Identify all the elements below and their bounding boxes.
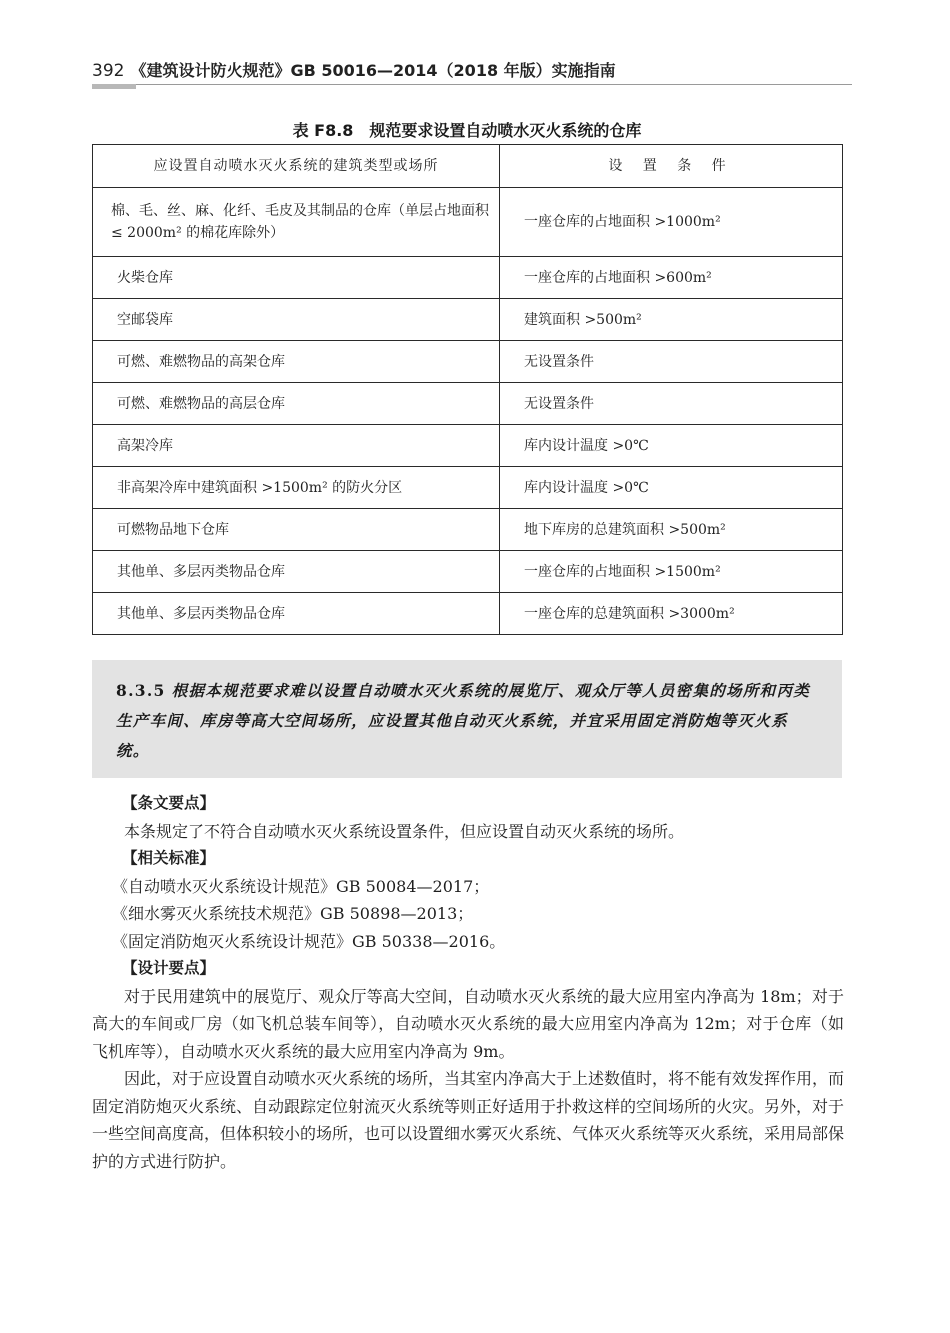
- building-type-cell: 高架冷库: [93, 425, 500, 467]
- table-row: [93, 425, 843, 467]
- condition-cell: 一座仓库的占地面积 >1000m²: [500, 188, 843, 257]
- clause-number: 8.3.5: [116, 681, 166, 700]
- key-points-text: 本条规定了不符合自动喷水灭火系统设置条件，但应设置自动灭火系统的场所。: [124, 821, 685, 841]
- building-type-cell: 空邮袋库: [93, 299, 500, 341]
- clause-box: [92, 660, 842, 778]
- table-row: [93, 257, 843, 299]
- condition-cell: 库内设计温度 >0℃: [500, 425, 843, 467]
- column-header-building-type: 应设置自动喷水灭火系统的建筑类型或场所: [93, 145, 500, 188]
- column-header-condition: 设 置 条 件: [500, 145, 843, 188]
- clause-text: 根据本规范要求难以设置自动喷水灭火系统的展览厅、观众厅等人员密集的场所和丙类生产车间、库房等高大空间场所，应设置其他自动灭火系统，并宜采用固定消防炮等灭火系统。: [116, 681, 811, 760]
- standard-reference: 《细水雾灭火系统技术规范》GB 50898—2013；: [112, 904, 474, 923]
- table-row: [93, 509, 843, 551]
- page-number: 392: [92, 61, 125, 81]
- building-type-cell: 可燃、难燃物品的高架仓库: [93, 341, 500, 383]
- design-paragraph: 对于民用建筑中的展览厅、观众厅等高大空间，自动喷水灭火系统的最大应用室内净高为 18m；对于高大的车间或厂房（如飞机总装车间等），自动喷水灭火系统的最大应用室内净高为 12m；对于仓库（如飞机库等），自动喷水灭火系统的最大应用室内净高为 9m。: [92, 986, 844, 1061]
- condition-cell: 库内设计温度 >0℃: [500, 467, 843, 509]
- table-row: [93, 467, 843, 509]
- building-type-cell: 其他单、多层丙类物品仓库: [93, 551, 500, 593]
- table-row: [93, 593, 843, 635]
- table-row: [93, 551, 843, 593]
- condition-cell: 一座仓库的占地面积 >600m²: [500, 257, 843, 299]
- building-type-cell: 可燃、难燃物品的高层仓库: [93, 383, 500, 425]
- key-points-heading: 【条文要点】: [122, 794, 216, 812]
- table-caption: 表 F8.8 规范要求设置自动喷水灭火系统的仓库: [292, 121, 642, 140]
- building-type-cell: 棉、毛、丝、麻、化纤、毛皮及其制品的仓库（单层占地面积≤ 2000m² 的棉花库除外）: [93, 188, 500, 257]
- condition-cell: 无设置条件: [500, 341, 843, 383]
- table-row: [93, 383, 843, 425]
- warehouse-sprinkler-table: [92, 144, 843, 635]
- condition-cell: 一座仓库的占地面积 >1500m²: [500, 551, 843, 593]
- condition-cell: 无设置条件: [500, 383, 843, 425]
- condition-cell: 地下库房的总建筑面积 >500m²: [500, 509, 843, 551]
- standard-reference: 《自动喷水灭火系统设计规范》GB 50084—2017；: [112, 876, 490, 896]
- condition-cell: 一座仓库的总建筑面积 >3000m²: [500, 593, 843, 635]
- standard-reference: 《固定消防炮灭火系统设计规范》GB 50338—2016。: [112, 931, 506, 951]
- design-paragraph: 因此，对于应设置自动喷水灭火系统的场所，当其室内净高大于上述数值时，将不能有效发挥作用，而固定消防炮灭火系统、自动跟踪定位射流灭火系统等则正好适用于扑救这样的空间场所的火灾。另外，对于一些空间高度高，但体积较小的场所，也可以设置细水雾灭火系统、气体灭火系统等灭火系统，采用局部保护的方式进行防护。: [92, 1069, 845, 1171]
- design-heading: 【设计要点】: [122, 959, 216, 977]
- building-type-cell: 非高架冷库中建筑面积 >1500m² 的防火分区: [93, 467, 500, 509]
- building-type-cell: 可燃物品地下仓库: [93, 509, 500, 551]
- header-rule: [92, 84, 852, 85]
- standards-heading: 【相关标准】: [122, 849, 216, 867]
- table-row: [93, 188, 843, 257]
- header-mark: [92, 84, 136, 89]
- commentary: [92, 790, 844, 1175]
- running-header: [92, 58, 852, 81]
- table-row: [93, 341, 843, 383]
- condition-cell: 建筑面积 >500m²: [500, 299, 843, 341]
- book-title: 《建筑设计防火规范》GB 50016—2014（2018 年版）实施指南: [130, 61, 616, 80]
- table-row: [93, 299, 843, 341]
- building-type-cell: 火柴仓库: [93, 257, 500, 299]
- table-header-row: [93, 145, 843, 188]
- building-type-cell: 其他单、多层丙类物品仓库: [93, 593, 500, 635]
